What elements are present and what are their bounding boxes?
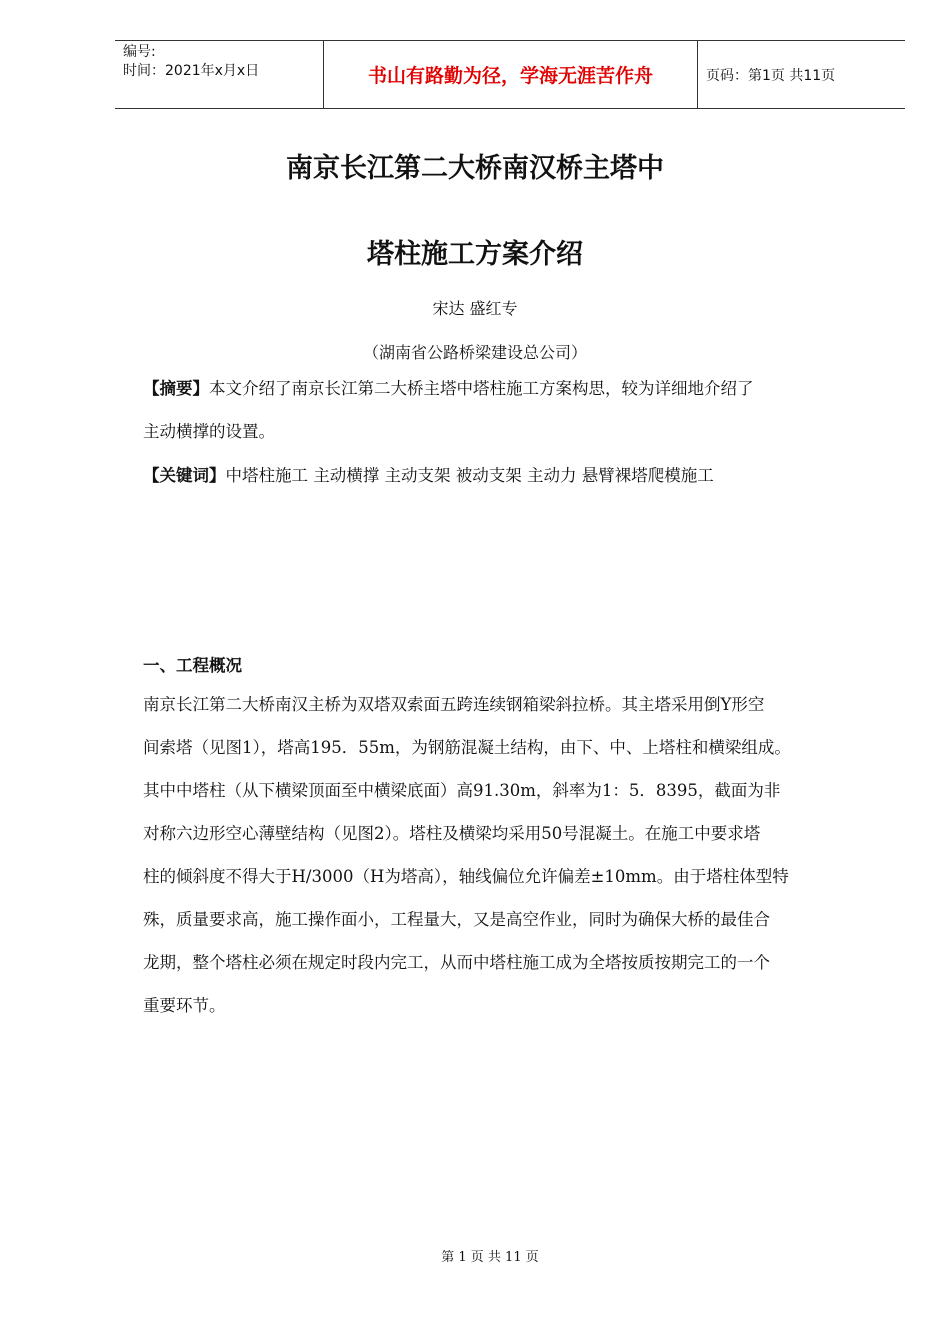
page-label: 页码：第1页 共11页 bbox=[706, 67, 836, 84]
page-footer: 第 1 页 共 11 页 bbox=[441, 1250, 539, 1265]
body-line: 其中中塔柱（从下横梁顶面至中横梁底面）高91.30m，斜率为1：5．8395，截面为非 bbox=[143, 781, 781, 800]
section1-body bbox=[143, 683, 903, 1027]
body-line: 柱的倾斜度不得大于H/3000（H为塔高），轴线偏位允许偏差±10mm。由于塔柱体型特 bbox=[143, 867, 789, 886]
header-motto-cell bbox=[324, 41, 698, 108]
section1-heading: 一、工程概况 bbox=[143, 656, 242, 675]
document-title-line1: 南京长江第二大桥南汉桥主塔中 bbox=[286, 153, 664, 184]
body-line: 龙期，整个塔柱必须在规定时段内完工，从而中塔柱施工成为全塔按质按期完工的一个 bbox=[143, 953, 770, 972]
body-line: 间索塔（见图1），塔高195．55m，为钢筋混凝土结构，由下、中、上塔柱和横梁组成。 bbox=[143, 738, 791, 757]
time-label: 时间：2021年x月x日 bbox=[123, 63, 260, 79]
body-line: 南京长江第二大桥南汉主桥为双塔双索面五跨连续钢箱梁斜拉桥。其主塔采用倒Y形空 bbox=[143, 695, 765, 714]
motto-text: 书山有路勤为径，学海无涯苦作舟 bbox=[367, 65, 653, 87]
keywords-text: 中塔柱施工 主动横撑 主动支架 被动支架 主动力 悬臂裸塔爬模施工 bbox=[225, 466, 714, 485]
abstract bbox=[143, 367, 883, 453]
body-line: 重要环节。 bbox=[143, 996, 226, 1015]
abstract-label: 【摘要】 bbox=[143, 379, 209, 398]
abstract-text: 本文介绍了南京长江第二大桥主塔中塔柱施工方案构思，较为详细地介绍了 bbox=[209, 379, 754, 398]
body-line: 对称六边形空心薄壁结构（见图2）。塔柱及横梁均采用50号混凝土。在施工中要求塔 bbox=[143, 824, 761, 843]
affiliation: （湖南省公路桥梁建设总公司） bbox=[362, 343, 587, 362]
header-page-cell bbox=[698, 41, 905, 108]
keywords-label: 【关键词】 bbox=[143, 466, 226, 485]
keywords-line bbox=[143, 454, 883, 497]
header-meta-cell bbox=[115, 41, 324, 108]
header-table bbox=[115, 40, 905, 109]
authors: 宋达 盛红专 bbox=[432, 299, 518, 318]
keywords bbox=[143, 454, 883, 497]
body-line: 殊，质量要求高，施工操作面小，工程量大，又是高空作业，同时为确保大桥的最佳合 bbox=[143, 910, 770, 929]
abstract-line1 bbox=[143, 367, 883, 410]
abstract-line2: 主动横撑的设置。 bbox=[143, 422, 275, 441]
number-label: 编号: bbox=[123, 44, 156, 60]
document-title-line2: 塔柱施工方案介绍 bbox=[367, 239, 583, 270]
